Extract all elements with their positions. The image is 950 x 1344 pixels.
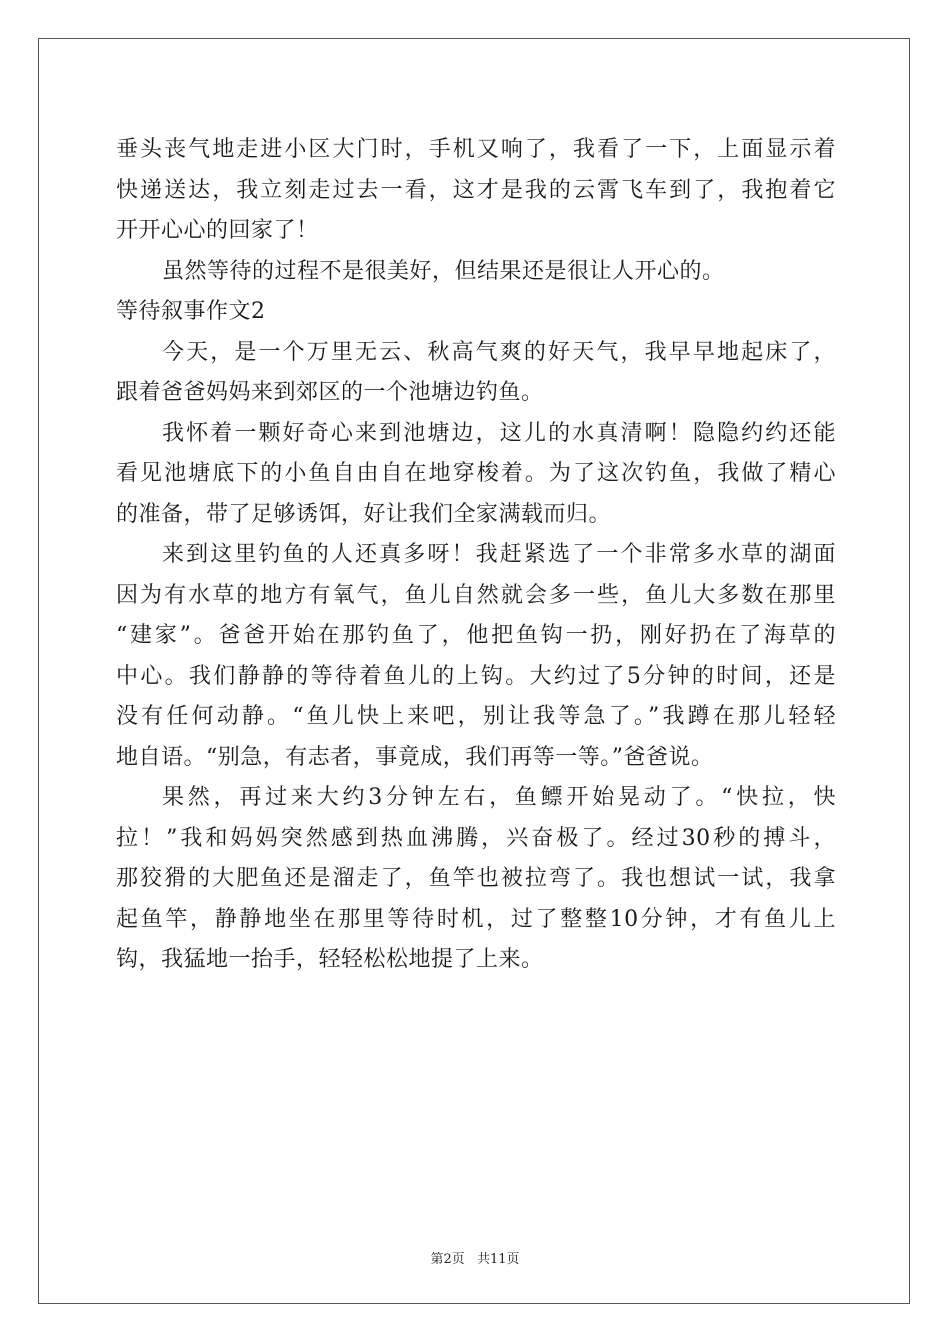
- text-line: 起鱼竿，静静地坐在那里等待时机，过了整整10分钟，才有鱼儿上: [116, 906, 836, 932]
- text-line: 虽然等待的过程不是很美好，但结果还是很让人开心的。: [162, 258, 725, 284]
- text-line: 开开心心的回家了！: [116, 218, 319, 243]
- text-line: 拉！”我和妈妈突然感到热血沸腾，兴奋极了。经过30秒的搏斗，: [116, 825, 836, 851]
- text-line: 看见池塘底下的小鱼自由自在地穿梭着。为了这次钓鱼，我做了精心: [116, 461, 836, 486]
- document-body: [116, 130, 836, 981]
- text-line: 中心。我们静静的等待着鱼儿的上钩。大约过了5分钟的时间，还是: [116, 663, 836, 689]
- text-line: 快递送达，我立刻走过去一看，这才是我的云霄飞车到了，我抱着它: [116, 177, 836, 203]
- text-line: 没有任何动静。“鱼儿快上来吧，别让我等急了。”我蹲在那儿轻轻: [116, 704, 836, 729]
- page-number: 第2页: [430, 1252, 465, 1267]
- text-line: 因为有水草的地方有氧气，鱼儿自然就会多一些，鱼儿大多数在那里: [116, 582, 836, 608]
- text-line: 等待叙事作文2: [116, 299, 266, 324]
- text-line: 地自语。“别急，有志者，事竟成，我们再等一等。”爸爸说。: [116, 744, 714, 770]
- page-total: 共11页: [476, 1252, 520, 1267]
- text-line: 果然，再过来大约3分钟左右，鱼鳔开始晃动了。“快拉，快: [162, 785, 836, 810]
- text-line: 来到这里钓鱼的人还真多呀！我赶紧选了一个非常多水草的湖面: [162, 542, 836, 567]
- text-line: 跟着爸爸妈妈来到郊区的一个池塘边钓鱼。: [116, 380, 544, 405]
- text-line: 垂头丧气地走进小区大门时，手机又响了，我看了一下，上面显示着: [116, 137, 836, 162]
- text-line: 的准备，带了足够诱饵，好让我们全家满载而归。: [116, 501, 612, 527]
- page-footer: [0, 1248, 950, 1267]
- text-line: 我怀着一颗好奇心来到池塘边，这儿的水真清啊！隐隐约约还能: [162, 420, 836, 446]
- text-line: 那狡猾的大肥鱼还是溜走了，鱼竿也被拉弯了。我也想试一试，我拿: [116, 866, 836, 891]
- text-line: 今天，是一个万里无云、秋高气爽的好天气，我早早地起床了，: [162, 339, 836, 365]
- text-line: 钩，我猛地一抬手，轻轻松松地提了上来。: [116, 947, 544, 972]
- text-line: “建家”。爸爸开始在那钓鱼了，他把鱼钩一扔，刚好扔在了海草的: [116, 623, 836, 648]
